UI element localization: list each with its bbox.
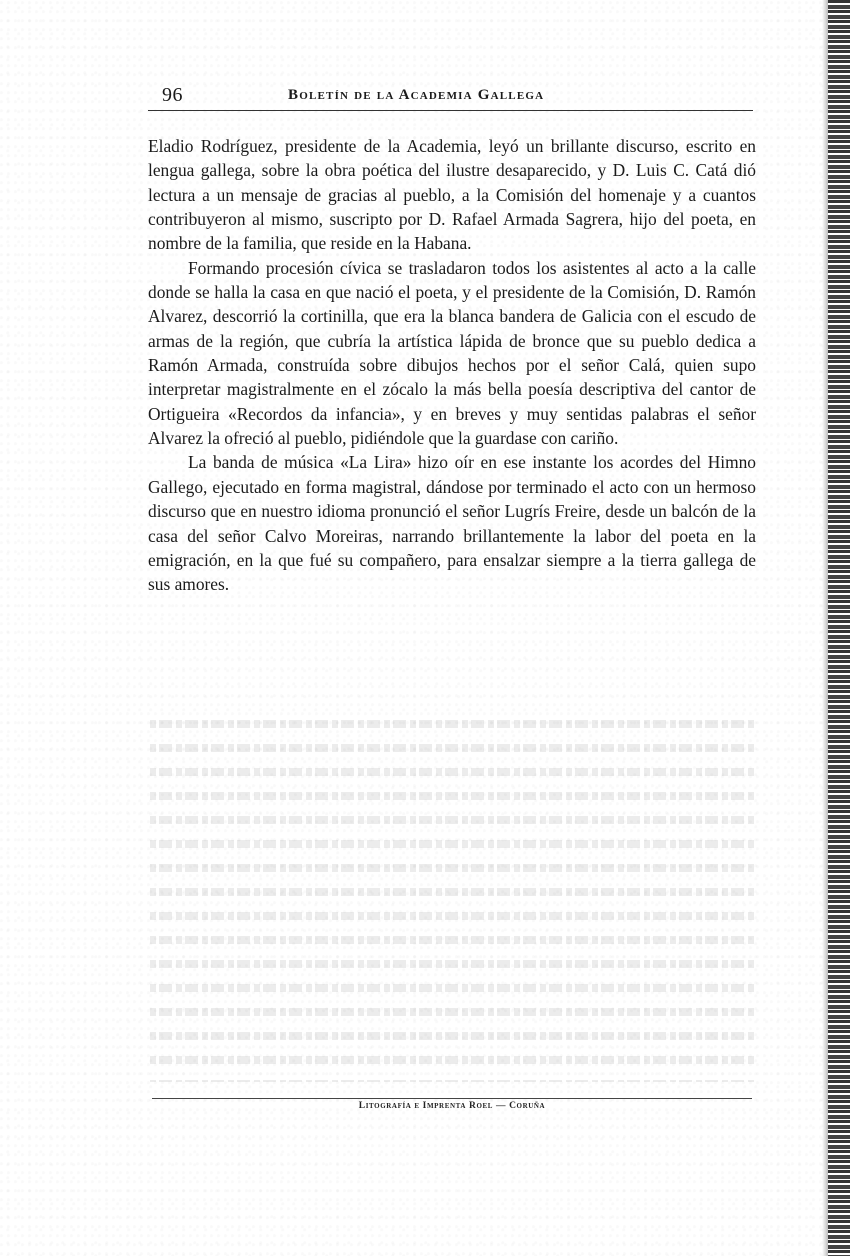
page-header [148, 82, 753, 110]
footer-rule [152, 1098, 752, 1099]
body-text [148, 134, 756, 597]
page-edge-scan-artifact [828, 0, 850, 1256]
running-head: Boletín de la Academia Gallega [288, 87, 545, 103]
page-number: 96 [162, 84, 183, 106]
header-rule [148, 110, 753, 111]
paragraph-1: Eladio Rodríguez, presidente de la Academia, leyó un brillante discurso, escrito en lengua gallega, sobre la obra poética del ilustre desaparecido, y D. Luis C. Catá dió lectura a un mensaje de gracias al pueblo, a la Comisión del homenaje y a cuantos contribuyeron al mismo, suscripto por D. Rafael Armada Sagrera, hijo del poeta, en nombre de la familia, que reside en la Habana. [148, 136, 756, 254]
paragraph-3: La banda de música «La Lira» hizo oír en ese instante los acordes del Himno Gallego, ejecutado en forma magistral, dándose por terminado el acto con un hermoso discurso que en nuestro idioma pronunció el señor Lugrís Freire, desde un balcón de la casa del señor Calvo Moreiras, narrando brillantemente la labor del poeta en la emigración, en la que fué su compañero, para ensalzar siempre a la tierra gallega de sus amores. [148, 452, 756, 595]
printer-imprint: Litografía e Imprenta Roel — Coruña [358, 1101, 546, 1111]
bleed-through-shadow [150, 712, 755, 1082]
paragraph-2: Formando procesión cívica se trasladaron todos los asistentes al acto a la calle donde se halla la casa en que nació el poeta, y el presidente de la Comisión, D. Ramón Alvarez, descorrió la cortinilla, que era la blanca bandera de Galicia con el escudo de armas de la región, que cubría la artística lápida de bronce que su pueblo dedica a Ramón Armada, construída sobre dibujos hechos por el señor Calá, quien supo interpretar magistralmente en el zócalo la más bella poesía descriptiva del cantor de Ortigueira «Recordos da infancia», y en breves y muy sentidas palabras el señor Alvarez la ofreció al pueblo, pidiéndole que la guardase con cariño. [148, 257, 756, 449]
